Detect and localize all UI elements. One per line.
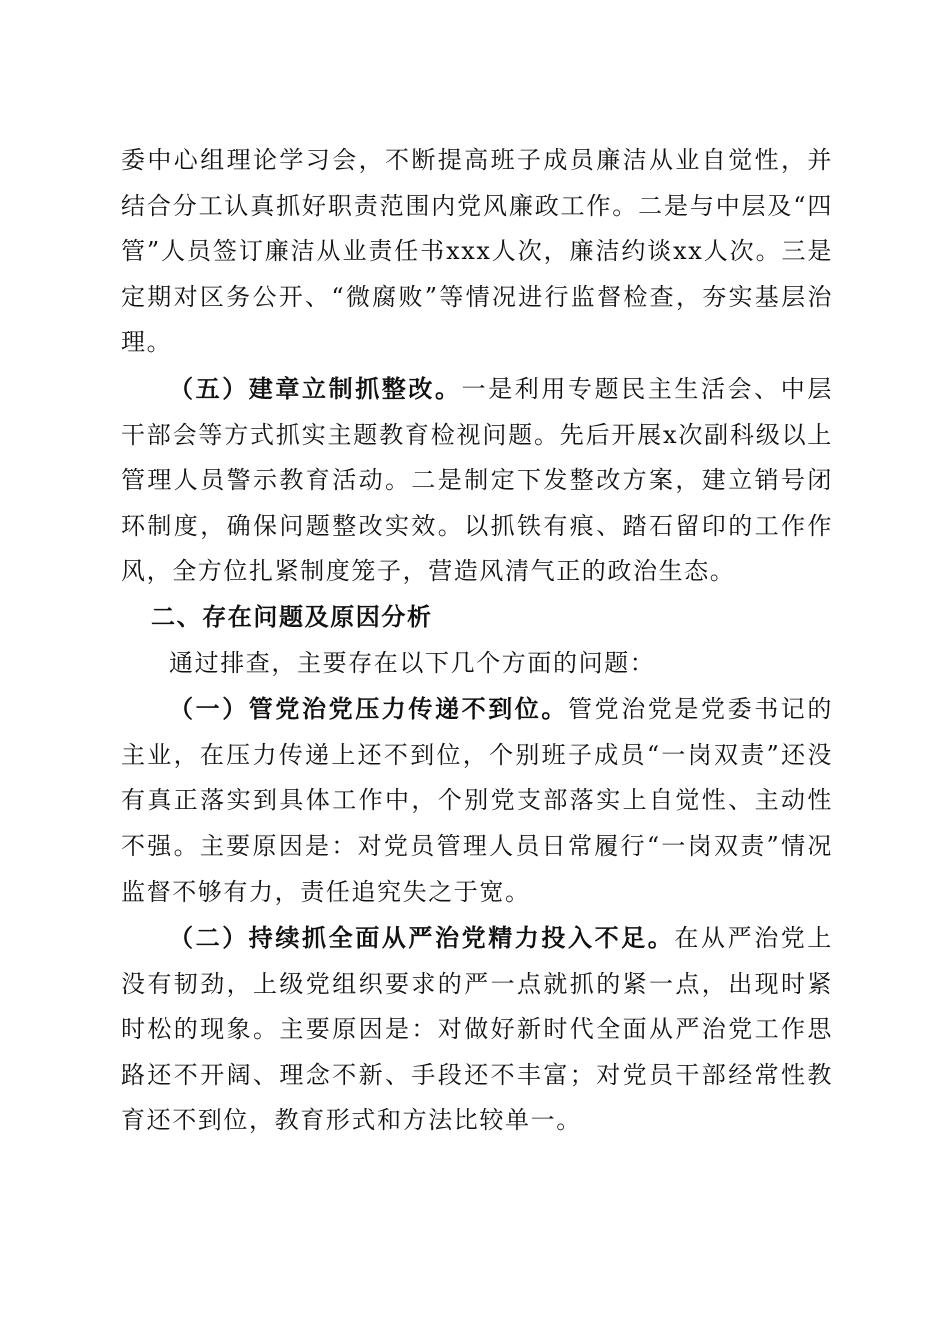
paragraph-text: 一是利用专题民主生活会、中层干部会等方式抓实主题教育检视问题。先后开展x次副科级以上管理人员警示教育活动。二是制定下发整改方案，建立销号闭环制度，确保问题整改实效。以抓铁有痕、踏石留印的工作作风，全方位扎紧制度笼子，营造风清气正的政治生态。	[121, 374, 833, 586]
subsection-lead: （二）持续抓全面从严治党精力投入不足。	[169, 923, 675, 953]
subsection-lead: （一）管党治党压力传递不到位。	[169, 694, 568, 724]
section-heading	[121, 595, 833, 641]
paragraph-continuation	[121, 138, 833, 366]
paragraph-text: 委中心组理论学习会，不断提高班子成员廉洁从业自觉性，并结合分工认真抓好职责范围内党风廉政工作。二是与中层及“四管”人员签订廉洁从业责任书xxx人次，廉洁约谈xx人次。三是定期对区务公开、“微腐败”等情况进行监督检查，夯实基层治理。	[121, 146, 833, 357]
paragraph-subsection-2	[121, 915, 833, 1144]
subsection-lead: （五）建章立制抓整改。	[169, 373, 462, 403]
paragraph-text: 通过排查，主要存在以下几个方面的问题：	[169, 648, 656, 677]
heading-text: 二、存在问题及原因分析	[151, 602, 433, 631]
paragraph-text: 管党治党是党委书记的主业，在压力传递上还不到位，个别班子成员“一岗双责”还没有真正落实到具体工作中，个别党支部落实上自觉性、主动性不强。主要原因是：对党员管理人员日常履行“一岗双责”情况监督不够有力，责任追究失之于宽。	[121, 695, 833, 906]
paragraph-text: 在从严治党上没有韧劲，上级党组织要求的严一点就抓的紧一点，出现时紧时松的现象。主要原因是：对做好新时代全面从严治党工作思路还不开阔、理念不新、手段还不丰富；对党员干部经常性教育还不到位，教育形式和方法比较单一。	[121, 924, 833, 1135]
document-body	[121, 138, 833, 1144]
paragraph-subsection-5	[121, 366, 833, 595]
paragraph-intro	[121, 641, 833, 687]
paragraph-subsection-1	[121, 686, 833, 915]
